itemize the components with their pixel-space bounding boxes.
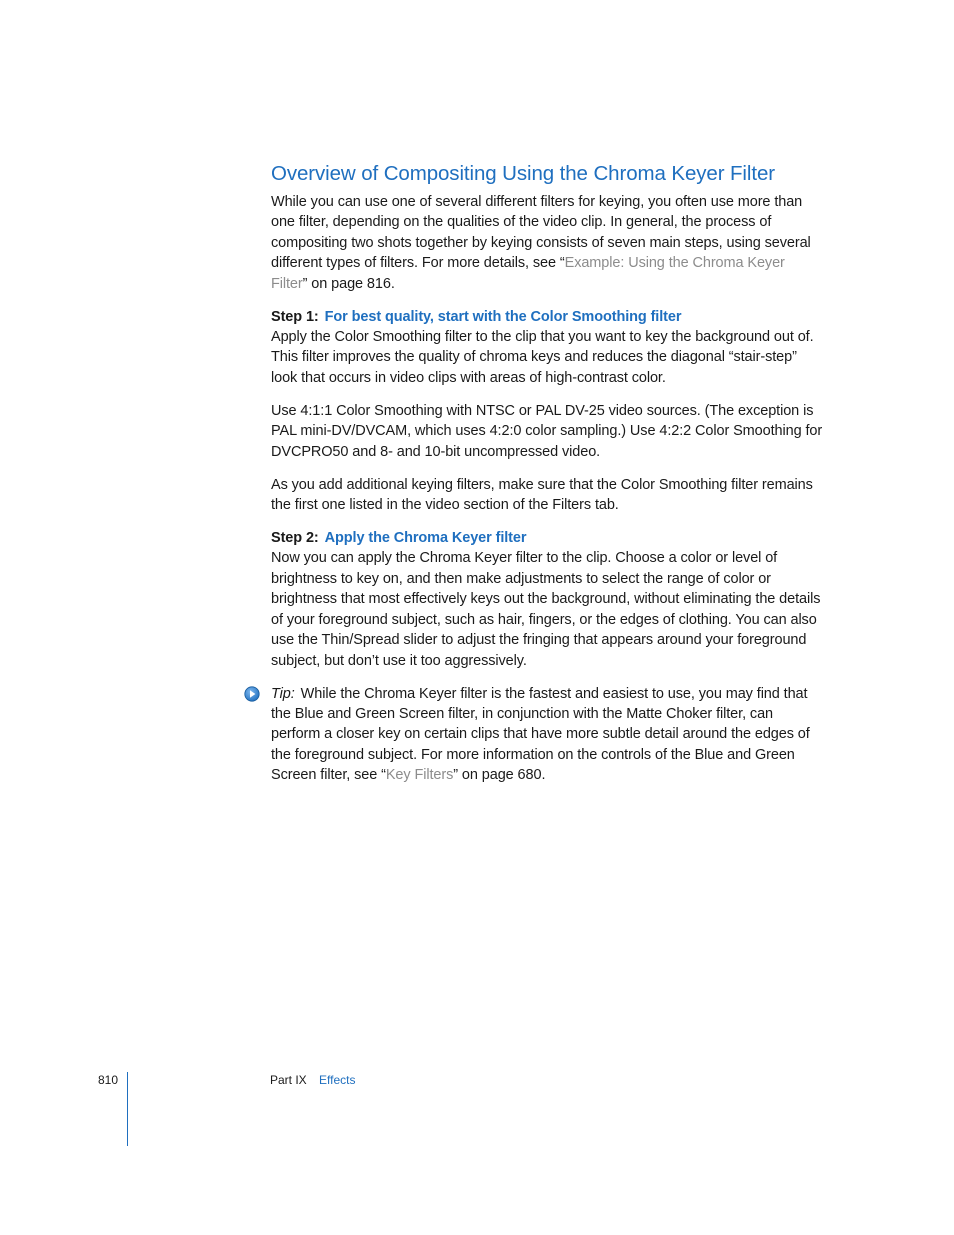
tip-text-end: ” on page 680. [453, 767, 546, 784]
step-1-title: For best quality, start with the Color Smoothing filter [324, 308, 682, 325]
step-1-heading [271, 307, 823, 327]
part-title: Effects [319, 1073, 356, 1087]
footer-divider [127, 1072, 128, 1146]
intro-paragraph [271, 192, 823, 294]
main-content [271, 160, 823, 786]
tip-paragraph [271, 684, 823, 786]
step-2-heading [271, 528, 823, 548]
tip-arrow-icon [244, 686, 260, 702]
tip-text: While the Chroma Keyer filter is the fastest and easiest to use, you may find that the Blue and Green Screen filter, in conjunction with the Matte Choker filter, can perform a closer key on certain clips that have more subtle detail around the edges of the foreground subject. For more information on the controls of the Blue and Green Screen filter, see “ [271, 685, 810, 784]
step-1-label: Step 1: [271, 308, 319, 325]
step-1-paragraph-1: Apply the Color Smoothing filter to the clip that you want to key the background out of. This filter improves the quality of chroma keys and reduces the diagonal “stair-step” look that occurs in video clips with areas of high-contrast color. [271, 329, 814, 386]
step-1-paragraph-2: Use 4:1:1 Color Smoothing with NTSC or PAL DV-25 video sources. (The exception is PAL mini-DV/DVCAM, which uses 4:2:0 color sampling.) Use 4:2:2 Color Smoothing for DVCPRO50 and 8- and 10-bit uncompressed video. [271, 402, 823, 460]
tip-label: Tip: [271, 685, 295, 702]
example-chroma-keyer-link[interactable]: Example: Using the Chroma Keyer Filter [271, 255, 785, 292]
key-filters-link[interactable]: Key Filters [385, 767, 454, 784]
step-2-label: Step 2: [271, 530, 319, 547]
step-1-paragraph-3: As you add additional keying filters, make sure that the Color Smoothing filter remains the first one listed in the video section of the Filters tab. [271, 476, 813, 514]
page-number: 810 [98, 1073, 119, 1087]
intro-text: While you can use one of several different filters for keying, you often use more than one filter, depending on the qualities of the video clip. In general, the process of compositing two shots together by keying consists of seven main steps, using several different types of filters. For more details, see “ [271, 194, 811, 272]
tip-block [271, 684, 823, 786]
step-2-paragraph: Now you can apply the Chroma Keyer filter to the clip. Choose a color or level of brightness to key on, and then make adjustments to select the range of color or brightness that most effectively keys out the background, without eliminating the details of your foreground subject, such as hair, fingers, or the edges of clothing. You can also use the Thin/Spread slider to adjust the fringing that appears around your foreground subject, but don’t use it too aggressively. [271, 550, 821, 669]
step-2-title: Apply the Chroma Keyer filter [324, 530, 527, 547]
page-footer [0, 1072, 954, 1132]
part-label: Part IX [270, 1073, 307, 1087]
section-title: Overview of Compositing Using the Chroma Keyer Filter [271, 162, 775, 185]
intro-text-end: ” on page 816. [302, 275, 395, 292]
